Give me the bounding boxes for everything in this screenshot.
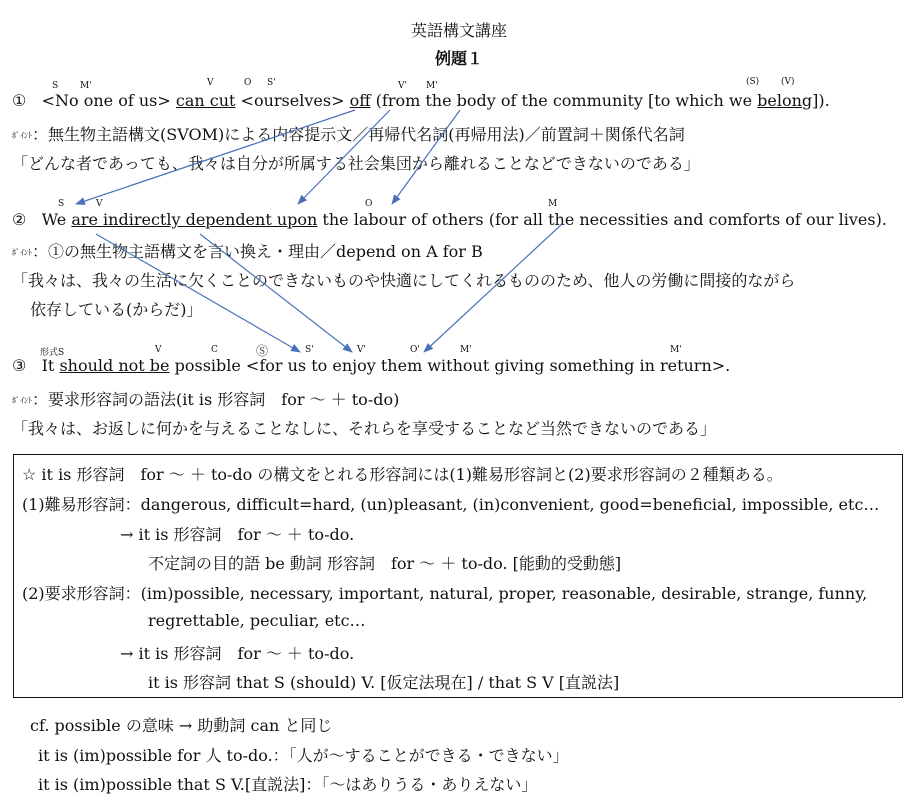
- arrow-community-to-labour: [392, 110, 460, 204]
- label-s-prime: S': [305, 345, 314, 355]
- box-line-1: ☆ it is 形容詞 for ～ ＋ to-do の構文をとれる形容詞には(1)難易形容詞と(2)要求形容詞の２種類ある。: [22, 465, 783, 484]
- label-v-prime: V': [398, 81, 407, 91]
- label-v: V: [155, 345, 162, 355]
- label-c: C: [211, 345, 218, 355]
- arrow-necessities-to-them: [424, 224, 562, 352]
- ex1-rest: (from the body of the community [to which we: [370, 91, 758, 110]
- label-v-prime: V': [357, 345, 366, 355]
- point-text: ：無生物主語構文(SVOM)による内容提示文／再帰代名詞(再帰用法)／前置詞＋関係代名詞: [32, 125, 685, 144]
- box-line-3: → it is 形容詞 for ～ ＋ to-do.: [120, 525, 355, 544]
- label-paren-v: (V): [781, 77, 795, 87]
- course-title: 英語構文講座: [410, 21, 507, 40]
- cf-line-3: it is (im)possible that S V.[直説法]：「～はありうる・ありえない」: [38, 775, 538, 794]
- example-2-number: ②: [12, 210, 27, 229]
- label-keishiki-s: 形式S: [40, 348, 65, 358]
- box-line-6: regrettable, peculiar, etc…: [148, 611, 366, 630]
- ex1-object: <ourselves>: [235, 91, 350, 110]
- arrow-dependent-to-enjoy: [200, 234, 352, 352]
- example-title: 例題１: [434, 49, 483, 68]
- point-label: ﾎﾟｲﾝﾄ: [12, 247, 32, 257]
- ex2-verb: are indirectly dependent upon: [71, 210, 318, 229]
- arrow-we-to-us: [96, 234, 300, 352]
- box-line-4: 不定詞の目的語 be 動詞 形容詞 for ～ ＋ to-do. [能動的受動態]: [148, 554, 622, 573]
- label-m-prime: M': [670, 345, 682, 355]
- label-paren-s: (S): [746, 77, 760, 87]
- ex1-verb: can cut: [175, 91, 236, 110]
- example-1-number: ①: [12, 91, 27, 110]
- ex2-subject: We: [41, 210, 72, 229]
- label-s: S: [58, 199, 65, 209]
- label-m-prime: M': [426, 81, 438, 91]
- cf-line-2: it is (im)possible for 人 to-do.：「人が～することができる・できない」: [38, 746, 569, 765]
- point-text: ：要求形容詞の語法(it is 形容詞 for ～ ＋ to-do): [32, 390, 400, 409]
- example-1-translation: 「どんな者であっても、我々は自分が所属する社会集団から離れることなどできないのである」: [12, 154, 700, 173]
- label-m: M': [80, 81, 92, 91]
- label-o: O: [365, 199, 373, 209]
- label-v: V: [96, 199, 103, 209]
- label-s-prime: S': [267, 78, 276, 88]
- ex1-subject: <No one of us>: [41, 91, 176, 110]
- box-line-2: (1)難易形容詞：dangerous, difficult=hard, (un)pleasant, (in)convenient, good=beneficial, impossible, etc…: [22, 495, 880, 514]
- ex3-subject: It: [41, 356, 60, 375]
- example-3-number: ③: [12, 356, 27, 375]
- example-2-translation-line-1: 「我々は、我々の生活に欠くことのできないものや快適にしてくれるもののため、他人の労働に間接的ながら: [12, 271, 796, 290]
- box-line-5: (2)要求形容詞：(im)possible, necessary, important, natural, proper, reasonable, desirable, strange, funny,: [22, 584, 868, 603]
- label-o-prime: O': [410, 345, 420, 355]
- point-label: ﾎﾟｲﾝﾄ: [12, 130, 32, 140]
- cf-line-1: cf. possible の意味 → 助動詞 can と同じ: [30, 716, 333, 735]
- label-s: S: [52, 81, 59, 91]
- label-o: O: [244, 78, 252, 88]
- example-3-translation: 「我々は、お返しに何かを与えることなしに、それらを享受することなど当然できないのである」: [12, 419, 717, 438]
- label-v: V: [207, 78, 214, 88]
- point-text: ：①の無生物主語構文を言い換え・理由／depend on A for B: [32, 242, 483, 261]
- ex2-rest: the labour of others (for all the necessities and comforts of our lives).: [317, 210, 887, 229]
- box-line-8: it is 形容詞 that S (should) V. [仮定法現在] / that S V [直説法]: [148, 673, 620, 692]
- example-2-translation-line-2: 依存している(からだ)」: [30, 300, 203, 319]
- ex3-verb: should not be: [59, 356, 170, 375]
- ex3-rest: possible <for us to enjoy them without giving something in return>.: [169, 356, 731, 375]
- arrow-ourselves-to-we: [76, 110, 355, 204]
- ex1-off: off: [349, 91, 371, 110]
- label-m-prime: M': [460, 345, 472, 355]
- box-line-7: → it is 形容詞 for ～ ＋ to-do.: [120, 644, 355, 663]
- label-circled-s: Ⓢ: [256, 344, 269, 358]
- ex1-end: ]).: [812, 91, 830, 110]
- ex1-belong: belong: [757, 91, 813, 110]
- label-m: M: [548, 199, 558, 209]
- point-label: ﾎﾟｲﾝﾄ: [12, 395, 32, 405]
